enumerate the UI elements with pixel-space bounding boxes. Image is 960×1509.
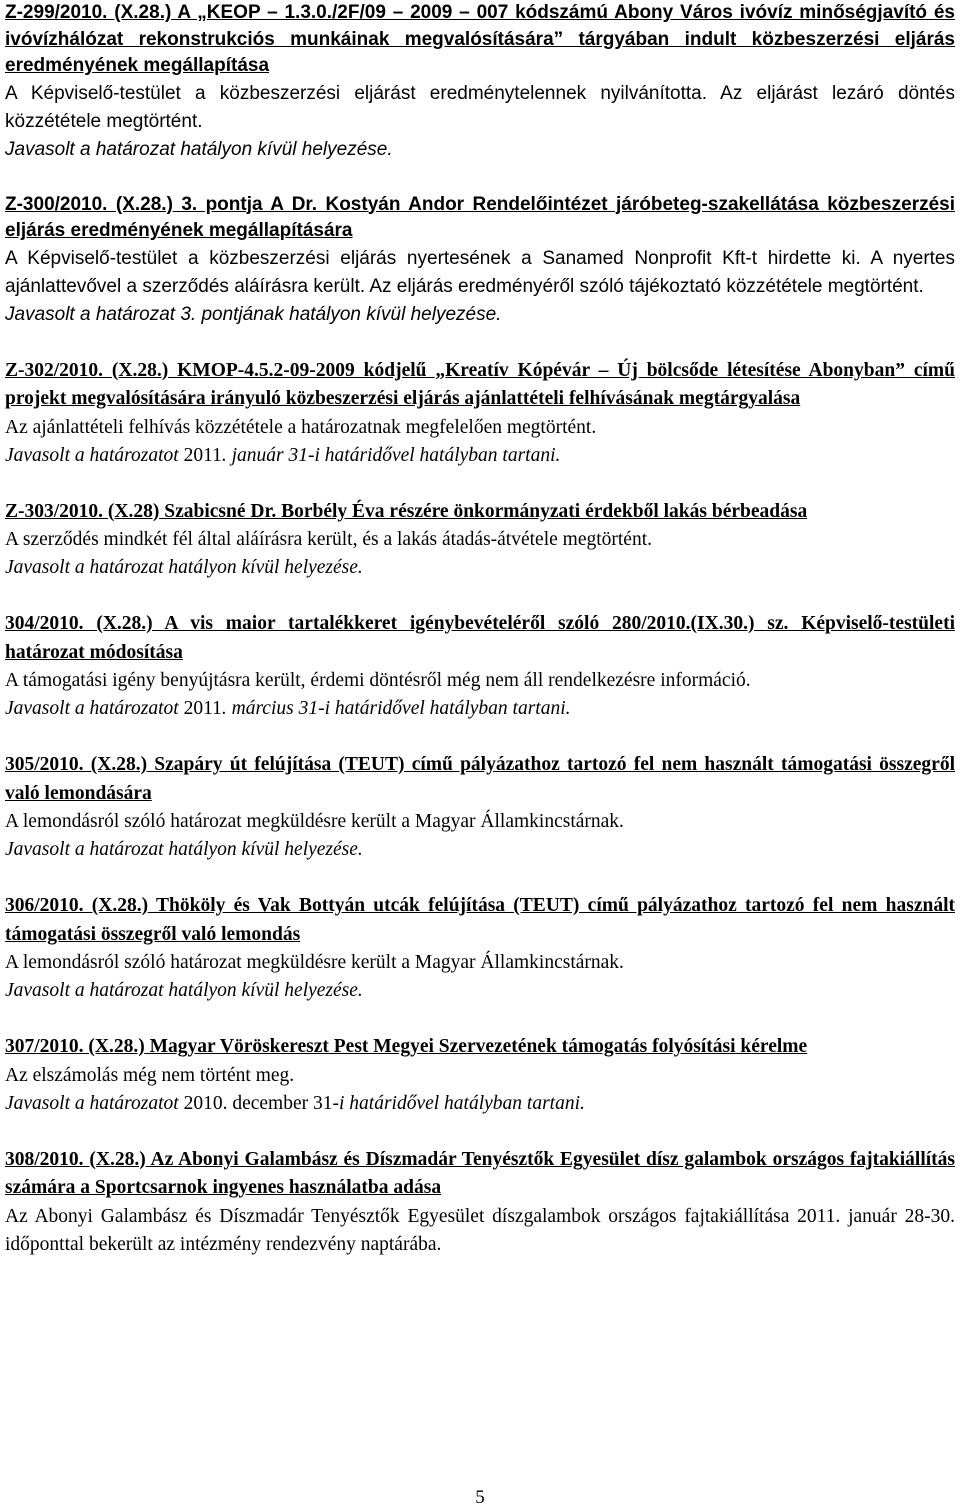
- entry-title: [5, 357, 955, 414]
- entry-306: [5, 892, 955, 1005]
- resolution-number: 305/2010. (X.28.): [5, 754, 148, 775]
- entry-title: [5, 892, 955, 949]
- entry-z300: [5, 192, 955, 329]
- resolution-subject: KMOP-4.5.2-09-2009 kódjelű „Kreatív Kópévár – Új bölcsőde létesítése Abonyban” című projekt megvalósítására irányuló közbeszerzési eljárás ajánlattételi felhívásának megtárgyalása: [5, 359, 955, 409]
- resolution-number: Z-299/2010. (X.28.): [5, 2, 172, 23]
- resolution-number: 307/2010. (X.28.): [5, 1036, 145, 1057]
- entry-307: [5, 1033, 955, 1118]
- entry-308: [5, 1146, 955, 1259]
- resolution-subject: Az Abonyi Galambász és Díszmadár Tenyésztők Egyesület dísz galambok országos fajtakiállítás számára a Sportcsarnok ingyenes használatba adása: [5, 1148, 955, 1198]
- resolution-number: 306/2010. (X.28.): [5, 895, 149, 916]
- entry-body: A lemondásról szóló határozat megküldésre került a Magyar Államkincstárnak.: [5, 952, 624, 973]
- entry-body: A támogatási igény benyújtásra került, érdemi döntésről még nem áll rendelkezésre információ.: [5, 670, 751, 691]
- entry-proposal: Javasolt a határozat hatályon kívül helyezése.: [5, 138, 393, 160]
- entry-title: [5, 0, 955, 80]
- resolution-number: Z-303/2010. (X.28): [5, 500, 160, 522]
- entry-title: [5, 498, 955, 527]
- entry-title: [5, 1033, 955, 1062]
- entry-body: Az Abonyi Galambász és Díszmadár Tenyésztők Egyesület díszgalambok országos fajtakiállítása 2011. január 28-30. időponttal bekerült az intézmény rendezvény naptárába.: [5, 1205, 955, 1255]
- resolution-number: 308/2010. (X.28.): [5, 1148, 146, 1170]
- entry-title: [5, 751, 955, 808]
- entry-proposal: Javasolt a határozat hatályon kívül helyezése.: [5, 839, 363, 860]
- resolution-subject: Thököly és Vak Bottyán utcák felújítása (TEUT) című pályázathoz tartozó fel nem használt támogatási összegről való lemondás: [5, 895, 955, 945]
- entry-proposal: Javasolt a határozat 3. pontjának hatályon kívül helyezése.: [5, 303, 502, 325]
- resolution-subject: Magyar Vöröskereszt Pest Megyei Szervezetének támogatás folyósítási kérelme: [144, 1036, 808, 1057]
- entry-305: [5, 751, 955, 864]
- entry-body: A szerződés mindkét fél által aláírásra került, és a lakás átadás-átvétele megtörtént.: [5, 529, 653, 550]
- resolution-number: Z-302/2010. (X.28.): [5, 359, 169, 381]
- entry-title: [5, 1146, 955, 1203]
- entry-body: Az elszámolás még nem történt meg.: [5, 1064, 295, 1086]
- resolution-subject: A „KEOP – 1.3.0./2F/09 – 2009 – 007 kódszámú Abony Város ivóvíz minőségjavító és ivóvízhálózat rekonstrukciós munkáinak megvalósítására” tárgyában indult közbeszerzési eljárás eredményének megállapítása: [5, 2, 955, 76]
- entry-proposal: Javasolt a határozat hatályon kívül helyezése.: [5, 557, 363, 578]
- resolution-subject: 3. pontja A Dr. Kostyán Andor Rendelőintézet járóbeteg-szakellátása közbeszerzési eljárás eredményének megállapítására: [5, 193, 955, 241]
- entry-body: Az ajánlattételi felhívás közzététele a határozatnak megfelelően megtörtént.: [5, 416, 597, 438]
- resolution-subject: A vis maior tartalékkeret igénybevételéről szóló 280/2010.(IX.30.) sz. Képviselő-testületi határozat módosítása: [5, 613, 955, 663]
- entry-proposal: Javasolt a határozat hatályon kívül helyezése.: [5, 980, 363, 1001]
- entry-body: A Képviselő-testület a közbeszerzési eljárást eredménytelennek nyilvánította. Az eljárást lezáró döntés közzététele megtörtént.: [5, 82, 955, 132]
- entry-proposal: Javasolt a határozatot 2010. december 31-i határidővel hatályban tartani.: [5, 1092, 585, 1114]
- entry-proposal: Javasolt a határozatot 2011. március 31-i határidővel hatályban tartani.: [5, 698, 571, 719]
- entry-304: [5, 610, 955, 723]
- entry-body: A Képviselő-testület a közbeszerzési eljárás nyertesének a Sanamed Nonprofit Kft-t hirdette ki. A nyertes ajánlattevővel a szerződés aláírásra került. Az eljárás eredményéről szóló tájékoztató közzététele megtörtént.: [5, 247, 955, 297]
- resolution-number: 304/2010. (X.28.): [5, 613, 153, 634]
- resolution-number: Z-300/2010. (X.28.): [5, 193, 173, 215]
- entry-title: [5, 192, 955, 245]
- entry-proposal: Javasolt a határozatot 2011. január 31-i határidővel hatályban tartani.: [5, 444, 561, 466]
- page-number: 5: [475, 1487, 485, 1508]
- entry-z302: [5, 357, 955, 470]
- entry-z303: [5, 498, 955, 583]
- entry-title: [5, 610, 955, 667]
- entry-z299: [5, 0, 955, 164]
- document-page: [5, 0, 955, 1259]
- resolution-subject: Szabicsné Dr. Borbély Éva részére önkormányzati érdekből lakás bérbeadása: [159, 500, 808, 522]
- entry-body: A lemondásról szóló határozat megküldésre került a Magyar Államkincstárnak.: [5, 811, 624, 832]
- resolution-subject: Szapáry út felújítása (TEUT) című pályázathoz tartozó fel nem használt támogatási összegről való lemondására: [5, 754, 955, 804]
